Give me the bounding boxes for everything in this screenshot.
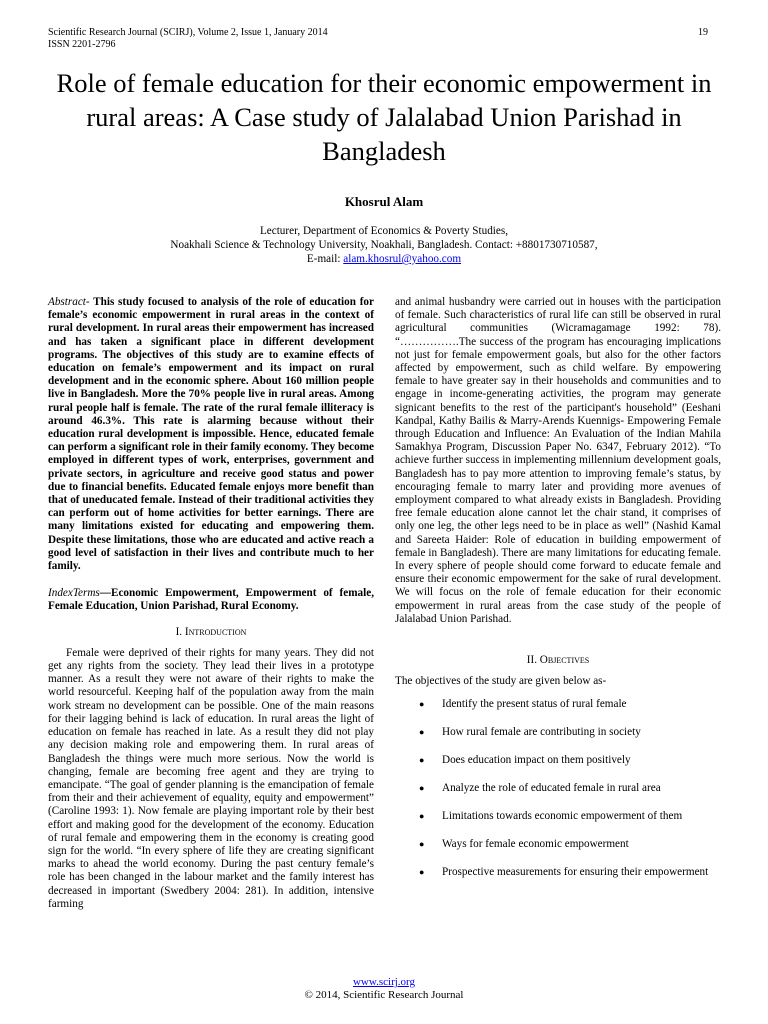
list-item [395, 806, 721, 826]
bullet-icon: ● [419, 727, 425, 738]
bullet-icon: ● [419, 755, 425, 766]
objective-text: Does education impact on them positively [442, 754, 631, 767]
issn: ISSN 2201-2796 [48, 39, 116, 50]
bullet-icon: ● [419, 811, 425, 822]
section-heading-introduction: I. Introduction [175, 625, 247, 638]
affiliation-line-2: Noakhali Science & Technology University, Noakhali, Bangladesh. Contact: +8801730710587, [170, 239, 598, 251]
author-affiliation [0, 224, 768, 266]
bullet-icon: ● [419, 783, 425, 794]
index-terms-text: —Economic Empowerment, Empowerment of female, Female Education, Union Parishad, Rural Economy. [48, 587, 374, 613]
email-link[interactable]: alam.khosrul@yahoo.com [343, 253, 462, 265]
index-terms-label: IndexTerms [48, 587, 100, 600]
email-line [0, 252, 768, 266]
page-footer [0, 976, 768, 1002]
objective-text: Ways for female economic empowerment [442, 838, 629, 851]
list-item [395, 862, 721, 882]
page-header [48, 27, 708, 51]
objective-text: Prospective measurements for ensuring their empowerment [442, 866, 709, 879]
right-column [395, 296, 721, 890]
journal-url-link[interactable]: www.scirj.org [352, 976, 416, 988]
bullet-icon: ● [419, 699, 425, 710]
introduction-paragraph: Female were deprived of their rights for many years. They did not get any rights from the society. They lead their lives in a prototype manner. As a result they were not aware of their rights to make the world resourceful. Keeping half of the population away from the main work stream no development can be possible. One of the main reasons for their lagging behind is lack of education. In rural areas the light of education on female has reached in late. As a result they did not play any decision making role and empowering them. In rural areas of Bangladesh the things were much more serious. Now the world is changing, female are becoming free agent and they are trying to emancipate. “The goal of gender planning is the emancipation of female from their and their achievement of equality, equity and empowerment” (Caroline 1993: 1). Now female are playing important role by their best effort and making good for the development of the economy. Education of rural female and empowering them in the economy is creating good sign for the world. “In every sphere of life they are creating significant marks to ahead the world economy. During the past century female’s role has been changed in the labour market and the family interest has decreased in important (Swedbery 2004: 281). In addition, intensive farming [48, 646, 374, 910]
abstract-text: This study focused to analysis of the role of education for female’s economic empowerment in rural areas in the context of rural development. In rural areas their empowerment has increased and has taken a significant place in different development programs. The objectives of this study are to examine effects of education on female’s empowerment and its impact on rural development and in the economic sphere. About 160 million people live in Bangladesh. More the 70% people live in rural areas. Among rural people half is female. The rate of the rural female illiteracy is around 46.3%. This rate is alarming because without their education rural development is impossible. Hence, educated female can perform a significant role in their family economy. They become employed in different types of work, enterprises, government and private sectors, in agriculture and receive good status and power due to financial benefits. Educated female enjoys more benefit than that of uneducated female. Instead of their traditional activities they can perform out of home activities for better earnings. There are many limitations existed for educating and empowering them. Despite these limitations, those who are educated and active reach a good level of satisfaction in their lives and contribute much to her family. [48, 296, 374, 573]
introduction-continuation: and animal husbandry were carried out in houses with the participation of female. Such characteristics of rural life can still be observed in rural agricultural communities (Wicramagamage 1992: 78). “…………….The success of the program has encouraging implications not just for female empowerment goals, but also for the other factors affected by empowerment, such as child welfare. By empowering female to have greater say in their households and communities and to engage in income-generating activities, the program may generate signicant benefits to the rest of the participant's household” (Eeshani Kandpal, Kathy Bailis & Marry-Arends Kuennigs- Empowering Female through Education and Influence: An Evaluation of the Indian Mahila Samakhya Program, Discussion Paper No. 6347, February 2012). “To achieve further success in implementing millennium development goals, Bangladesh has to pay more attention to improving female’s status, by encouraging female to marry later and providing more avenues of employment compared to what already exists in Bangladesh. Providing free female education alone cannot let the chair stand, it comprises of only one leg, the other legs need to be in place as well” (Nashid Kamal and Sareeta Haider: Role of education in building empowerment of female in Bangladesh). There are many limitations for educating female. In every sphere of people should come forward to educate female and ensure their economic empowerment for the sake of rural development. We will focus on the role of female education for their economic empowerment in rural areas from the case study of the people of Jalalabad Union Parishad. [395, 296, 721, 625]
index-terms [48, 587, 374, 613]
objective-text: Identify the present status of rural female [442, 698, 627, 711]
objectives-list [395, 694, 721, 882]
affiliation-line-1: Lecturer, Department of Economics & Poverty Studies, [259, 225, 509, 237]
copyright: © 2014, Scientific Research Journal [304, 989, 464, 1001]
list-item [395, 722, 721, 742]
objective-text: How rural female are contributing in society [442, 726, 641, 739]
list-item [395, 778, 721, 798]
abstract [48, 296, 374, 573]
page-number: 19 [698, 27, 708, 38]
section-heading-objectives: II. Objectives [526, 654, 590, 667]
list-item [395, 694, 721, 714]
objective-text: Analyze the role of educated female in rural area [442, 782, 661, 795]
abstract-label: Abstract- [48, 296, 90, 308]
paper-title: Role of female education for their economic empowerment in rural areas: A Case study of Jalalabad Union Parishad in Bangladesh [56, 68, 712, 166]
journal-citation: Scientific Research Journal (SCIRJ), Volume 2, Issue 1, January 2014 [48, 27, 328, 38]
email-label: E-mail: [306, 253, 344, 265]
bullet-icon: ● [419, 839, 425, 850]
left-column [48, 296, 374, 911]
list-item [395, 834, 721, 854]
bullet-icon: ● [419, 867, 425, 878]
list-item [395, 750, 721, 770]
objectives-intro: The objectives of the study are given below as- [395, 675, 607, 688]
author-name: Khosrul Alam [344, 194, 424, 209]
objective-text: Limitations towards economic empowerment of them [442, 810, 683, 823]
